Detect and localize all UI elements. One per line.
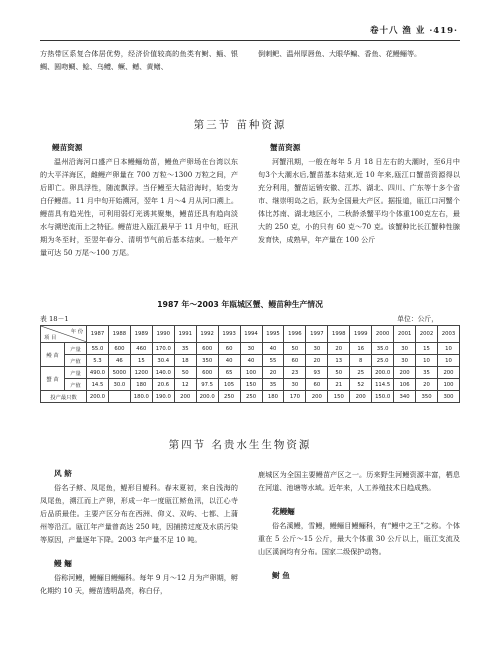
year-header-cell: 1990 [152,326,174,343]
table-cell: 20 [416,379,438,391]
table-cell: 600 [108,343,130,355]
section3-left-heading: 鳗苗资源 [52,143,83,152]
table-cell: 52 [350,379,372,391]
table-cell: 200.0 [372,367,394,379]
table-cell: 20 [262,367,284,379]
table-cell: 20 [328,343,350,355]
table-cell: 200 [438,367,460,379]
table-cell: 106 [394,379,416,391]
corner-item-label: 项 目 [44,335,57,341]
table-row [41,379,460,391]
table-cell: 15 [130,355,152,367]
table-cell: 200 [350,391,372,403]
table-cell: 50 [328,367,350,379]
table-cell: 8 [350,355,372,367]
group-name-cell: 蟹 苗 [41,367,65,391]
year-header-cell: 1999 [350,326,372,343]
group-name-cell: 鳗 苗 [41,343,65,367]
year-header-cell: 2001 [394,326,416,343]
table-footer-row [41,391,460,403]
table-cell: 50 [174,367,196,379]
table-cell: 10 [416,355,438,367]
section3-title: 第三节 苗种资源 [193,119,287,131]
table-cell: 35 [262,379,284,391]
table-cell: 200.0 [87,391,109,403]
table-cell: 170 [284,391,306,403]
table-cell: 600 [196,367,218,379]
species-text: 俗名溪鳗，雪鳗，鳗鲡目鳗鲡科，有“鳗中之王”之称。个体重在 5 公斤～15 公斤，最大个体重 30 公斤以上，瓯江支流及山区溪涧均有分布。国家二级保护动物。 [258,521,460,556]
table-cell: 40 [218,355,240,367]
table-title: 1987 年～2003 年瓯城区蟹、鳗苗种生产情况 [157,300,323,309]
table-cell: 35.0 [372,343,394,355]
table-cell: 30 [306,343,328,355]
table-cell: 100 [240,367,262,379]
table-cell: 180 [130,379,152,391]
table-cell: 40 [240,355,262,367]
section4-right-column [258,468,460,581]
table-cell: 30.4 [152,355,174,367]
table-cell: 30 [284,379,306,391]
table-cell: 114.5 [372,379,394,391]
section3-right-heading: 蟹苗资源 [270,143,301,152]
top-left-paragraph: 方热带区系复合体居优势，经济价值较高的鱼类有鲥、鲻、银鲷、圆吻鲷、鲶、乌鳢、鳜、鳡、黄鳝、 [40,49,238,71]
table-cell: 10 [438,343,460,355]
year-header-cell: 1991 [174,326,196,343]
year-header-cell: 2003 [438,326,460,343]
table-cell: 600 [196,343,218,355]
table-cell: 93 [306,367,328,379]
table-cell: 490.0 [87,367,109,379]
corner-year-label: 年 份 [70,329,83,335]
table-cell: 350 [416,391,438,403]
table-cell: 20 [306,355,328,367]
table-cell: 200 [174,391,196,403]
species-heading: 花鳗鲡 [272,507,295,516]
table-cell: 13 [328,355,350,367]
table-cell: 14.5 [87,379,109,391]
year-header-cell: 1987 [87,326,109,343]
year-header-cell: 2000 [372,326,394,343]
table-cell: 150 [328,391,350,403]
table-cell [108,391,130,403]
table-cell: 150 [240,379,262,391]
table-cell: 55.0 [87,343,109,355]
table-cell: 25 [350,367,372,379]
table-cell: 5.3 [87,355,109,367]
table-cell: 200 [306,391,328,403]
species-text: 鹿城区为全国主要鳗苗产区之一。历来野生河鳗资源丰富，栖息在河道、池塘等水域。近年来，人工养殖技术日趋成熟。 [258,470,460,492]
table-cell: 350 [196,355,218,367]
year-header-cell: 1996 [284,326,306,343]
row-label-cell: 产值 [65,379,87,391]
table-cell: 340 [394,391,416,403]
year-header-cell: 1995 [262,326,284,343]
table-row [41,343,460,355]
table-cell: 30 [394,343,416,355]
top-right-paragraph: 倒刺鲃、温州厚唇鱼、大眼华鳊、香鱼、花鳗鲡等。 [258,49,422,58]
table-cell: 97.5 [196,379,218,391]
table-cell: 12 [174,379,196,391]
table-cell: 250 [218,391,240,403]
species-text: 俗名子鲚、凤尾鱼，鳀形目鳀科。春末夏初，来自浅海的凤尾鱼，溯江而上产卵，形成一年一度瓯江鲚鱼汛，以江心寺后品质最佳。主要产区分布在西洲、仰义、双屿、七都、上蒲州等沿江。瓯江年产量曾高达 250 吨，因捕捞过度及水质污染等原因，产量逐年下降。2003 年产量不足 10 吨。 [40,483,238,544]
table-cell: 23 [284,367,306,379]
production-table [40,325,460,403]
table-cell: 65 [218,367,240,379]
table-cell: 50 [284,343,306,355]
year-header-cell: 1994 [240,326,262,343]
year-header-cell: 1992 [196,326,218,343]
row-label-cell: 产量 [65,343,87,355]
row-label-cell: 产量 [65,367,87,379]
footer-label-cell: 投产最只数 [41,391,87,403]
year-header-cell: 1988 [108,326,130,343]
section4-title: 第四节 名贵水生生物资源 [168,439,312,451]
table-cell: 21 [328,379,350,391]
table-cell: 10 [438,355,460,367]
table-row [41,355,460,367]
table-cell: 25.0 [372,355,394,367]
table-cell: 180 [262,391,284,403]
table-cell: 60 [306,379,328,391]
year-header-cell: 1989 [130,326,152,343]
species-text: 俗称河鳗，鳗鲡目鳗鲡科。每年 9 月～12 月为产卵期，孵化期约 10 天，鳗苗透明晶亮，称白仔， [40,573,238,595]
table-cell: 200.0 [196,391,218,403]
section3-right-body [258,155,460,246]
table-cell: 15 [416,343,438,355]
table-cell: 170.0 [152,343,174,355]
paragraph: 河蟹汛期，一般在每年 5 月 18 日左右的大潮时，至6月中旬3个大潮水后,蟹苗基本结束,近 10 年来,瓯江口蟹苗资源得以充分利用，蟹苗运销安徽、江苏、湖北、四川、广东等十多个省市、继崇明岛之后，跃为全国最大产区。据报道，瓯江口河蟹个体比苏南、湖北地区小，二秋龄杀蟹平均个体重100克左右，最大的 250 克，小的只有 60 克～70 克。该蟹种比长江蟹种性腺发育快，成熟早，年产量在 100 公斤 [258,157,460,244]
table-cell: 140.0 [152,367,174,379]
table-cell: 18 [174,355,196,367]
year-header-cell: 1993 [218,326,240,343]
table-cell: 30.0 [108,379,130,391]
table-cell: 60 [284,355,306,367]
table-label: 表 18－1 [40,315,69,323]
running-head: 卷十八 渔 业 ·419· [369,26,458,36]
table-cell: 46 [108,355,130,367]
table-cell: 20.6 [152,379,174,391]
year-header-cell: 1997 [306,326,328,343]
table-corner-cell [41,326,87,343]
table-cell: 55 [262,355,284,367]
table-cell: 190.0 [152,391,174,403]
table-cell: 100 [438,379,460,391]
header-rule [40,40,460,41]
species-heading: 风 鲚 [54,469,72,478]
table-cell: 150.0 [372,391,394,403]
table-cell: 40 [262,343,284,355]
table-cell: 35 [416,367,438,379]
paragraph: 温州沿海河口盛产日本鳗鲡幼苗，鳗鱼产卵场在台湾以东的大平洋海区，雌鳗产卵量在 700 万粒～1300 万粒之间，产后即亡。卵具浮性，随流飘浮。当仔鳗至大陆沿海时，始变为白仔鳗苗。11 月中旬开始溯河，翌年 1 月～4 月从河口溯上。鳗苗具有趋光性，可利用弱灯光诱其聚集，鳗苗还具有趋向淡水与溯逆流而上之特征。鳗苗进入瓯江最早于 11 月中旬，旺汛期为冬至时，至翌年春分、清明节气前后基本结束。一般年产量可达 50 万尾～100 万尾。 [40,157,238,257]
table-header-row [41,326,460,343]
table-cell: 300 [438,391,460,403]
table-cell: 460 [130,343,152,355]
species-heading: 鳗 鲡 [54,559,72,568]
year-header-cell: 2002 [416,326,438,343]
table-cell: 250 [240,391,262,403]
section3-left-body [40,155,238,259]
table-unit: 单位：公斤， [397,315,438,323]
species-heading: 鲥 鱼 [272,571,290,580]
table-row [41,367,460,379]
table-cell: 105 [218,379,240,391]
section4-left-column [40,468,238,597]
table-cell: 5000 [108,367,130,379]
row-label-cell: 产值 [65,355,87,367]
table-cell: 30 [394,355,416,367]
table-cell: 16 [350,343,372,355]
table-cell: 1200 [130,367,152,379]
table-cell: 180.0 [130,391,152,403]
table-cell: 60 [218,343,240,355]
table-cell: 35 [174,343,196,355]
table-cell: 30 [240,343,262,355]
table-cell: 200 [394,367,416,379]
year-header-cell: 1998 [328,326,350,343]
